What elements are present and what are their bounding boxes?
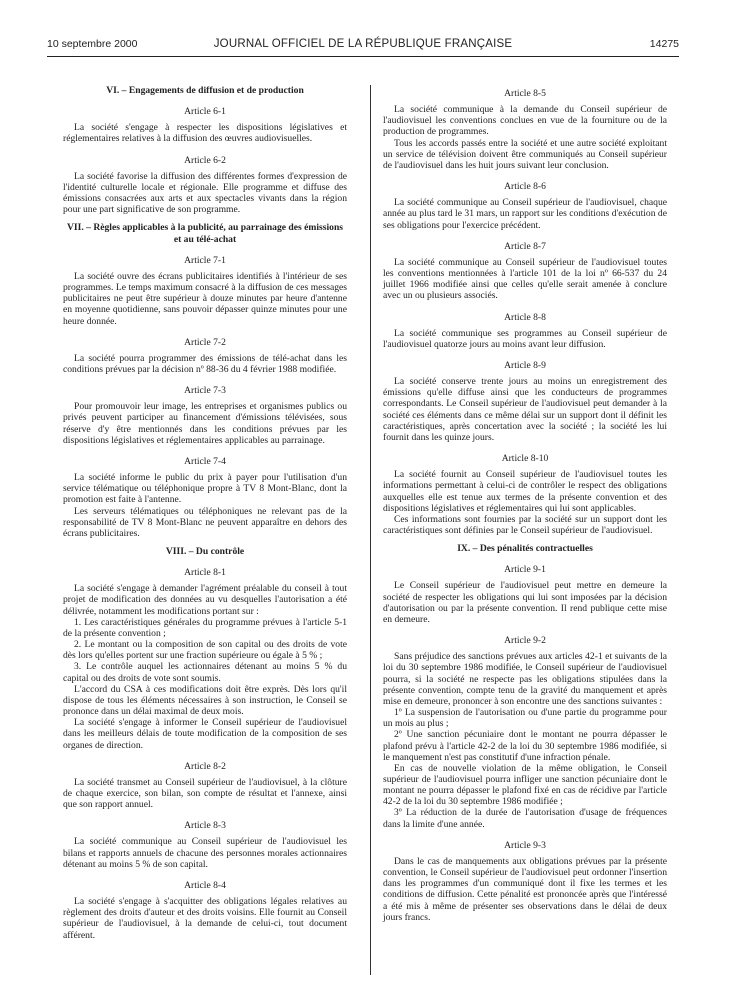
- paragraph: Dans le cas de manquements aux obligations prévues par la présente convention, le Conseil supérieur de l'audiovisuel peut ordonner l'insertion dans les programmes d'un communiqué dont il fixe les termes et les conditions de diffusion. Cette pénalité est prononcée après que l'intéressé a été mis à même de présenter ses observations dans le délai de deux jours francs.: [383, 855, 667, 923]
- paragraph: 2. Le montant ou la composition de son capital ou des droits de vote dès lors qu'elles portent sur une fraction supérieure ou égale à 5 % ;: [63, 639, 347, 662]
- paragraph: La société pourra programmer des émissions de télé-achat dans les conditions prévues par la décision nº 88-36 du 4 février 1988 modifiée.: [63, 352, 347, 375]
- paragraph: Pour promouvoir leur image, les entreprises et organismes publics ou privés peuvent participer au financement d'émissions télévisées, sous réserve d'y être mentionnés dans les conditions prévues par les dispositions législatives et réglementaires applicables au parrainage.: [63, 401, 347, 446]
- article-heading: Article 8-2: [184, 760, 226, 772]
- paragraph: 3º La réduction de la durée de l'autorisation d'usage de fréquences dans la limite d'une année.: [383, 807, 667, 830]
- article-heading: Article 8-3: [184, 820, 226, 832]
- paragraph: La société communique ses programmes au Conseil supérieur de l'audiovisuel quatorze jours au moins avant leur diffusion.: [383, 327, 667, 350]
- paragraph: Tous les accords passés entre la société et une autre société exploitant un service de télévision doivent être communiqués au Conseil supérieur de l'audiovisuel dans les huit jours suivant leur conclusion.: [383, 137, 667, 171]
- paragraph: La société transmet au Conseil supérieur de l'audiovisuel, à la clôture de chaque exercice, son bilan, son compte de résultat et l'annexe, ainsi que son rapport annuel.: [63, 776, 347, 811]
- article-heading: Article 7-1: [184, 254, 226, 266]
- paragraph: La société s'engage à demander l'agrément préalable du conseil à tout projet de modification des données au vu desquelles l'autorisation a été délivrée, notamment les modifications portant sur :: [63, 583, 347, 617]
- paragraph: La société communique au Conseil supérieur de l'audiovisuel, chaque année au plus tard le 31 mars, un rapport sur les conditions d'exécution de ses obligations pour l'exercice précédent.: [383, 197, 667, 231]
- paragraph: 3. Le contrôle auquel les actionnaires détenant au moins 5 % du capital ou des droits de vote sont soumis.: [63, 661, 347, 684]
- paragraph: Le Conseil supérieur de l'audiovisuel peut mettre en demeure la société de respecter les obligations qui lui sont imposées par la décision d'autorisation ou par la présente convention. Il rend publique cette mise en demeure.: [383, 580, 667, 625]
- paragraph: 2º Une sanction pécuniaire dont le montant ne pourra dépasser le plafond prévu à l'article 42-2 de la loi du 30 septembre 1986 modifiée, si le manquement n'est pas constitutif d'une infraction pénale.: [383, 729, 667, 763]
- paragraph: Les serveurs télématiques ou téléphoniques ne relevant pas de la responsabilité de TV 8 Mont-Blanc ne peuvent apparaître en dehors des écrans publicitaires.: [63, 505, 347, 539]
- paragraph: L'accord du CSA à ces modifications doit être exprès. Dès lors qu'il dispose de tous les éléments nécessaires à son instruction, le Conseil se prononce dans un délai maximal de deux mois.: [63, 683, 347, 718]
- article-heading: Article 7-4: [184, 455, 226, 467]
- paragraph: La société favorise la diffusion des différentes formes d'expression de l'identité culturelle locale et régionale. Elle programme et diffuse des émissions consacrées aux arts et aux spectacles vivants dans la région pour une part significative de son programme.: [63, 170, 347, 216]
- right-column: [383, 78, 667, 923]
- paragraph: La société s'engage à s'acquitter des obligations légales relatives au règlement des droits d'auteur et des droits voisins. Elle fournit au Conseil supérieur de l'audiovisuel, à la demande de celui-ci, tout document afférent.: [63, 896, 347, 941]
- journal-title: JOURNAL OFFICIEL DE LA RÉPUBLIQUE FRANÇAISE: [213, 38, 513, 50]
- section-heading: IX. – Des pénalités contractuelles: [457, 543, 593, 555]
- article-heading: Article 8-6: [504, 181, 546, 193]
- header-rule: [47, 56, 679, 57]
- paragraph: La société s'engage à informer le Conseil supérieur de l'audiovisuel dans les meilleurs délais de toute modification de la composition de ses organes de direction.: [63, 717, 347, 751]
- paragraph: La société communique au Conseil supérieur de l'audiovisuel les bilans et rapports annuels de chacune des personnes morales actionnaires détenant au moins 5 % de son capital.: [63, 836, 347, 870]
- article-heading: Article 7-2: [184, 336, 226, 348]
- article-heading: Article 8-9: [504, 359, 546, 371]
- paragraph: Sans préjudice des sanctions prévues aux articles 42-1 et suivants de la loi du 30 septembre 1986 modifiée, le Conseil supérieur de l'audiovisuel pourra, si la société ne respecte pas les obligations stipulées dans la présente convention, compte tenu de la gravité du manquement et après mise en demeure, prononcer à son encontre une des sanctions suivantes :: [383, 651, 667, 707]
- article-heading: Article 8-7: [504, 240, 546, 252]
- article-heading: Article 7-3: [184, 385, 226, 397]
- page-number: 14275: [649, 38, 679, 50]
- article-heading: Article 9-3: [504, 839, 546, 851]
- paragraph: La société communique au Conseil supérieur de l'audiovisuel toutes les conventions mentionnées à l'article 101 de la loi nº 66-537 du 24 juillet 1966 modifiée ainsi que celles qu'elle serait amenée à conclure avec un ou plusieurs associés.: [383, 256, 667, 302]
- paragraph: 1º La suspension de l'autorisation ou d'une partie du programme pour un mois au plus ;: [383, 707, 667, 730]
- paragraph: 1. Les caractéristiques générales du programme prévues à l'article 5-1 de la présente convention ;: [63, 616, 347, 639]
- article-heading: Article 9-2: [504, 635, 546, 647]
- paragraph: En cas de nouvelle violation de la même obligation, le Conseil supérieur de l'audiovisuel pourra infliger une sanction pécuniaire dont le montant ne pourra dépasser le plafond fixé en cas de récidive par l'article 42-2 de la loi du 30 septembre 1986 modifiée ;: [383, 762, 667, 808]
- article-heading: Article 6-2: [184, 154, 226, 166]
- article-heading: Article 8-10: [501, 453, 549, 465]
- paragraph: La société communique à la demande du Conseil supérieur de l'audiovisuel les conventions conclues en vue de la fourniture ou de la production de programmes.: [383, 104, 667, 138]
- section-heading: VII. – Règles applicables à la publicité, au parrainage des émissions et au télé-achat: [66, 222, 344, 245]
- column-divider: [370, 85, 371, 975]
- page-header: [47, 38, 679, 52]
- paragraph: La société fournit au Conseil supérieur de l'audiovisuel toutes les informations permettant à celui-ci de contrôler le respect des obligations auxquelles elle est tenue aux termes de la présente convention et des dispositions législatives et réglementaires qui lui sont applicables.: [383, 469, 667, 514]
- header-date: 10 septembre 2000: [47, 38, 138, 50]
- paragraph: La société ouvre des écrans publicitaires identifiés à l'intérieur de ses programmes. Le temps maximum consacré à la diffusion de ces messages publicitaires ne peut être supérieur à douze minutes par heure d'antenne en moyenne quotidienne, sans pouvoir dépasser quinze minutes pour une heure donnée.: [63, 270, 347, 327]
- paragraph: Ces informations sont fournies par la société sur un support dont les caractéristiques sont définies par le Conseil supérieur de l'audiovisuel.: [383, 513, 667, 536]
- paragraph: La société informe le public du prix à payer pour l'utilisation d'un service télématique ou téléphonique propre à TV 8 Mont-Blanc, dont la promotion est faite à l'antenne.: [63, 472, 347, 506]
- paragraph: La société conserve trente jours au moins un enregistrement des émissions qu'elle diffuse ainsi que les conducteurs de programmes correspondants. Le Conseil supérieur de l'audiovisuel peut demander à la société ces éléments dans ce même délai sur un support dont il définit les caractéristiques, après concertation avec la société ; la société les lui fournit dans les quinze jours.: [383, 376, 667, 443]
- article-heading: Article 8-8: [504, 311, 546, 323]
- article-heading: Article 8-1: [184, 567, 226, 579]
- article-heading: Article 9-1: [504, 564, 546, 576]
- section-heading: VIII. – Du contrôle: [165, 546, 245, 557]
- left-column: [63, 78, 347, 941]
- article-heading: Article 8-5: [504, 88, 546, 99]
- article-heading: Article 6-1: [184, 106, 226, 118]
- section-heading: VI. – Engagements de diffusion et de production: [106, 85, 304, 96]
- article-heading: Article 8-4: [184, 879, 226, 891]
- paragraph: La société s'engage à respecter les dispositions législatives et réglementaires relatives à la diffusion des œuvres audiovisuelles.: [63, 122, 347, 145]
